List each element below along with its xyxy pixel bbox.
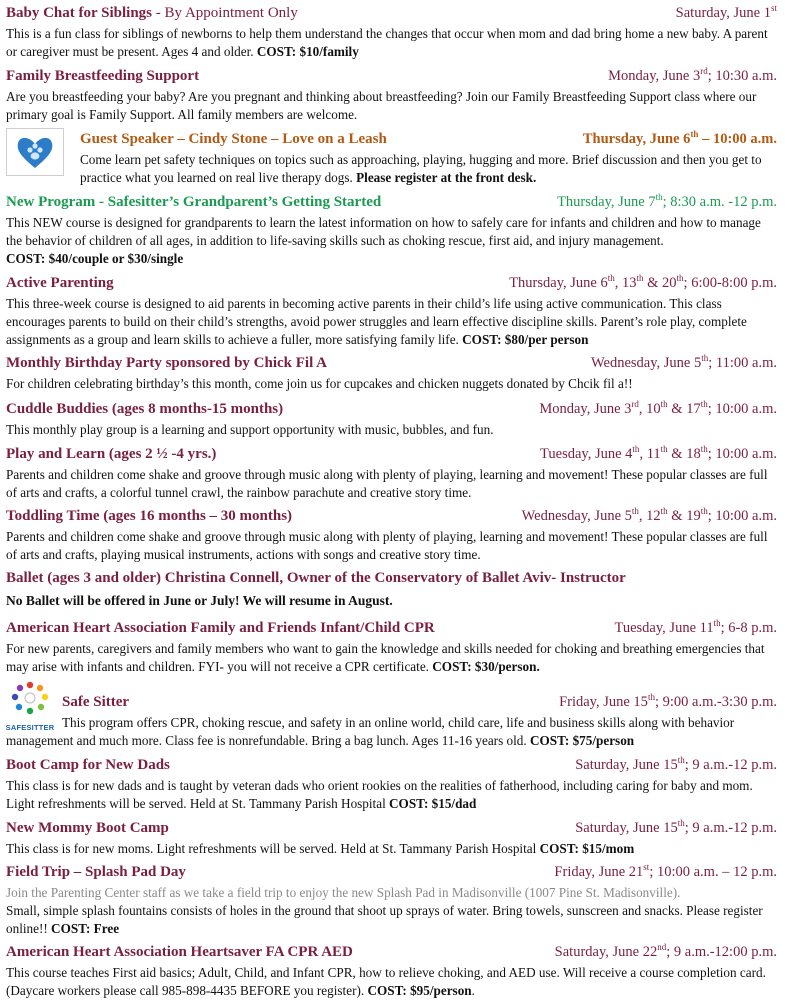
event-title: New Mommy Boot Camp xyxy=(6,820,169,836)
event-title: Field Trip – Splash Pad Day xyxy=(6,864,186,880)
event-date: Monday, June 3rd, 10th & 17th; 10:00 a.m. xyxy=(539,399,777,417)
event-date: Wednesday, June 5th; 11:00 a.m. xyxy=(591,353,777,371)
event-date: Saturday, June 22nd; 9 a.m.-12:00 p.m. xyxy=(554,942,777,960)
event-date: Thursday, June 6th, 13th & 20th; 6:00-8:00 p.m. xyxy=(509,273,777,291)
event-title: Guest Speaker – Cindy Stone – Love on a Leash xyxy=(80,131,387,147)
ballet-notice: No Ballet will be offered in June or July! We will resume in August. xyxy=(6,593,393,608)
event-title: Monthly Birthday Party sponsored by Chick Fil A xyxy=(6,355,328,371)
event-description: Come learn pet safety techniques on topics such as approaching, playing, hugging and more. Brief discussion and then you get to practice what you learned on real live therapy dogs. Please register at the front desk. xyxy=(80,152,762,185)
event-description: For new parents, caregivers and family members who want to gain the knowledge and skills needed for choking and breathing emergencies that may arise with infants and children. FYI- you will not receive a CPR certificate. COST: $30/person. xyxy=(6,641,765,674)
event-title: Toddling Time (ages 16 months – 30 months) xyxy=(6,508,293,524)
event-title: Boot Camp for New Dads xyxy=(6,757,170,773)
event-baby-chat xyxy=(6,5,777,61)
register-note: Please register at the front desk. xyxy=(356,170,537,185)
event-cost: COST: $75/person xyxy=(529,733,635,748)
event-description: This NEW course is designed for grandparents to learn the latest information on how to safely care for infants and children and how to manage the behavior of children of all ages, in addition to life-saving skills such as choking rescue, first aid, and injury management. xyxy=(6,215,761,248)
event-description: Parents and children come shake and groove through music along with plenty of playing, learning and movement! These popular classes are full of arts and crafts, a colorful tunnel crawl, the rainbow parachute and creative story time. xyxy=(6,467,768,500)
event-cost: COST: $30/person. xyxy=(432,659,540,674)
event-title: Baby Chat for Siblings - By Appointment Only xyxy=(6,5,298,21)
event-grandparents-getting-started xyxy=(6,194,777,268)
event-date: Thursday, June 7th; 8:30 a.m. -12 p.m. xyxy=(557,192,777,210)
event-subtitle: - By Appointment Only xyxy=(152,5,298,21)
event-aha-heartsaver xyxy=(6,944,777,1000)
love-on-a-leash-logo xyxy=(6,128,64,176)
event-date: Friday, June 15th; 9:00 a.m.-3:30 p.m. xyxy=(559,692,777,710)
event-play-and-learn xyxy=(6,446,777,502)
event-description: This three-week course is designed to aid parents in becoming active parents in their child’s life using active communication. This class encourages parents to build on their child’s strengths, avoid power struggles and learn effective discipline skills. Parent’s role play, complete assignments as a group and learn skills to achieve a fuller, more satisfying family life. COST: $80/per person xyxy=(6,296,747,347)
event-cost: COST: $95/person xyxy=(367,983,472,998)
event-description: This class is for new dads and is taught by veteran dads who orient rookies on the realities of fatherhood, including caring for baby and mom. Light refreshments will be served. Held at St. Tammany Parish Hospital COST: $15/dad xyxy=(6,778,753,811)
paw-heart-icon xyxy=(6,128,64,176)
event-date: Saturday, June 15th; 9 a.m.-12 p.m. xyxy=(575,755,777,773)
event-active-parenting xyxy=(6,275,777,349)
event-birthday-party xyxy=(6,355,777,393)
event-cost: COST: $40/couple or $30/single xyxy=(6,251,184,266)
event-date: Saturday, June 15th; 9 a.m.-12 p.m. xyxy=(575,818,777,836)
event-note: Join the Parenting Center staff as we take a field trip to enjoy the new Splash Pad in Madisonville (1007 Pine St. Madisonville). xyxy=(6,885,681,900)
event-description: This program offers CPR, choking rescue, and safety in an online world, child care, life and business skills along with behavior management and much more. Class fee is nonrefundable. Bring a bag lunch. Ages 11-16 years old. COST: $75/person xyxy=(6,715,735,748)
event-title: Safe Sitter xyxy=(62,694,130,710)
event-description: Parents and children come shake and groove through music along with plenty of playing, learning and movement! These popular classes are full of arts and crafts, playing musical instruments, actions with songs and creative story time. xyxy=(6,529,768,562)
event-field-trip-splash-pad xyxy=(6,864,777,938)
event-safe-sitter xyxy=(6,694,777,750)
event-date: Monday, June 3rd; 10:30 a.m. xyxy=(608,66,777,84)
event-date: Saturday, June 1st xyxy=(675,3,777,21)
event-date: Thursday, June 6th – 10:00 a.m. xyxy=(582,129,777,147)
event-title: Family Breastfeeding Support xyxy=(6,68,200,84)
event-cost: COST: $15/dad xyxy=(389,796,477,811)
event-date: Friday, June 21st; 10:00 a.m. – 12 p.m. xyxy=(554,862,777,880)
event-description: For children celebrating birthday’s this month, come join us for cupcakes and chicken nuggets donated by Chcik fil a!! xyxy=(6,376,633,391)
event-toddling-time xyxy=(6,508,777,564)
event-description: This monthly play group is a learning and support opportunity with music, bubbles, and fun. xyxy=(6,422,494,437)
event-description: Small, simple splash fountains consists of holes in the ground that shoot up sprays of water. Bring towels, sunscreen and snacks. Please register online!! COST: Free xyxy=(6,903,763,936)
event-description: This is a fun class for siblings of newborns to help them understand the changes that occur when mom and dad bring home a new baby. A parent or caregiver must be present. Ages 4 and older. COST: $10/family xyxy=(6,26,768,59)
event-new-mommy-boot-camp xyxy=(6,820,777,858)
event-title: Active Parenting xyxy=(6,275,114,291)
event-description: This class is for new moms. Light refreshments will be served. Held at St. Tammany Parish Hospital COST: $15/mom xyxy=(6,841,635,856)
event-description: Are you breastfeeding your baby? Are you pregnant and thinking about breastfeeding? Join our Family Breastfeeding Support class where our primary goal is Family Support. All family members are welcome. xyxy=(6,89,757,122)
event-title: American Heart Association Heartsaver FA CPR AED xyxy=(6,944,353,960)
event-title: New Program - Safesitter’s Grandparent’s Getting Started xyxy=(6,194,382,210)
event-aha-infant-child-cpr xyxy=(6,620,777,676)
event-breastfeeding-support xyxy=(6,68,777,124)
event-cost: COST: $80/per person xyxy=(462,332,589,347)
event-title: Cuddle Buddies (ages 8 months-15 months) xyxy=(6,401,284,417)
event-guest-speaker xyxy=(80,131,777,187)
event-boot-camp-dads xyxy=(6,757,777,813)
event-date: Wednesday, June 5th, 12th & 19th; 10:00 a.m. xyxy=(521,506,777,524)
event-date: Tuesday, June 4th, 11th & 18th; 10:00 a.m. xyxy=(540,444,777,462)
event-cost: COST: $15/mom xyxy=(539,841,635,856)
event-cost: COST: Free xyxy=(51,921,120,936)
event-title: Play and Learn (ages 2 ½ -4 yrs.) xyxy=(6,446,217,462)
event-ballet xyxy=(6,570,777,611)
safe-sitter-logo-text: SAFESITTER xyxy=(5,723,55,732)
event-title: American Heart Association Family and Friends Infant/Child CPR xyxy=(6,620,435,636)
event-cuddle-buddies xyxy=(6,401,777,439)
event-cost: COST: $10/family xyxy=(256,44,359,59)
event-date: Tuesday, June 11th; 6-8 p.m. xyxy=(614,618,777,636)
event-description: This course teaches First aid basics; Adult, Child, and Infant CPR, how to relieve choking, and AED use. Will receive a course completion card. (Daycare workers please call 985-898-4435 BEFORE you register). COST: $95/person. xyxy=(6,965,766,998)
event-title: Ballet (ages 3 and older) Christina Connell, Owner of the Conservatory of Ballet Aviv- Instructor xyxy=(6,570,626,586)
